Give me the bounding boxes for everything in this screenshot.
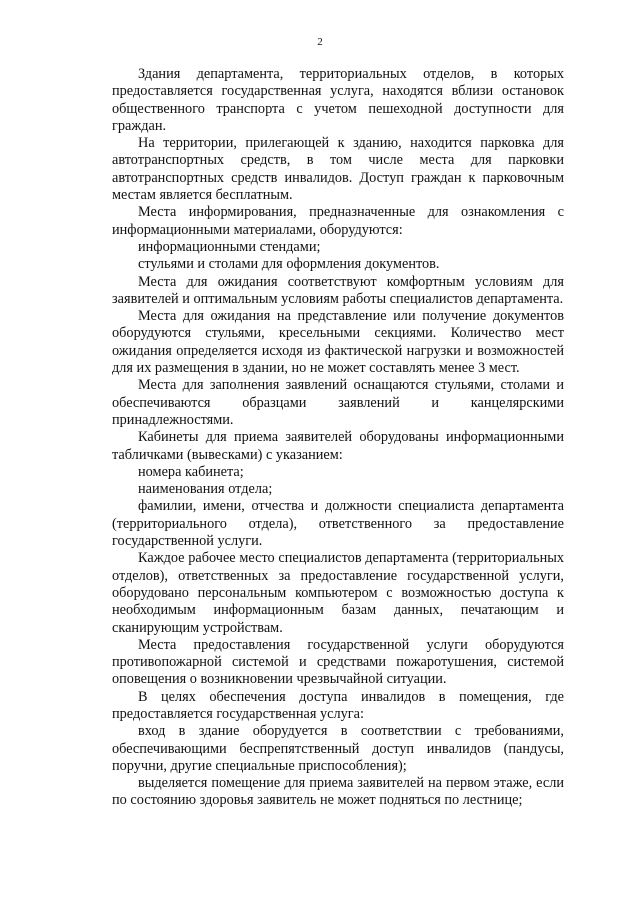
paragraph-waiting-places-equipment: Места для ожидания на представление или получение документов оборудуются стульями, кресельными секциями. Количество мест ожидания определяется исходя из фактической нагрузки и возможностей для их размещения в здании, но не может составлять менее 3 мест. [112, 308, 564, 377]
document-body [112, 66, 564, 810]
paragraph-parking: На территории, прилегающей к зданию, находится парковка для автотранспортных средств, в том числе места для парковки автотранспортных средств инвалидов. Доступ граждан к парковочным местам является бесплатным. [112, 135, 564, 204]
list-item-department-name: наименования отдела; [138, 481, 273, 498]
list-item-entrance-equipment: вход в здание оборудуется в соответствии с требованиями, обеспечивающими беспрепятственный доступ инвалидов (пандусы, поручни, другие специальные приспособления); [112, 723, 564, 774]
paragraph-fire-safety: Места предоставления государственной услуги оборудуются противопожарной системой и средствами пожаротушения, системой оповещения о возникновении чрезвычайной ситуации. [112, 636, 564, 688]
list-item-specialist-name: фамилии, имени, отчества и должности специалиста департамента (территориального отдела), ответственного за предоставление государственной услуги. [112, 498, 564, 550]
page-number: 2 [317, 36, 323, 48]
paragraph-waiting-places-comfort: Места для ожидания соответствуют комфортным условиям для заявителей и оптимальным условиям работы специалистов департамента. [112, 273, 564, 307]
paragraph-workplaces: Каждое рабочее место специалистов департамента (территориальных отделов), ответственных за предоставление государственной услуги, оборудовано персональным компьютером с возможностью доступа к необходимым информационным базам данных, печатающим и сканирующим устройствам. [112, 550, 564, 636]
paragraph-application-filling-places: Места для заполнения заявлений оснащаются стульями, столами и обеспечиваются образцами заявлений и канцелярскими принадлежностями. [112, 377, 564, 428]
list-item-info-stands: информационными стендами; [138, 238, 321, 255]
paragraph-information-places: Места информирования, предназначенные для ознакомления с информационными материалами, оборудуются: [112, 204, 564, 238]
list-item-office-number: номера кабинета; [138, 463, 244, 480]
paragraph-buildings-location: Здания департамента, территориальных отделов, в которых предоставляется государственная услуга, находятся вблизи остановок общественного транспорта с учетом пешеходной доступности для граждан. [112, 66, 564, 134]
list-item-chairs-tables: стульями и столами для оформления документов. [138, 256, 440, 273]
list-item-first-floor-room: выделяется помещение для приема заявителей на первом этаже, если по состоянию здоровья заявитель не может подняться по лестнице; [112, 775, 564, 809]
paragraph-disabled-access: В целях обеспечения доступа инвалидов в помещения, где предоставляется государственная услуга: [112, 688, 564, 722]
paragraph-offices-signs: Кабинеты для приема заявителей оборудованы информационными табличками (вывесками) с указанием: [112, 429, 564, 463]
